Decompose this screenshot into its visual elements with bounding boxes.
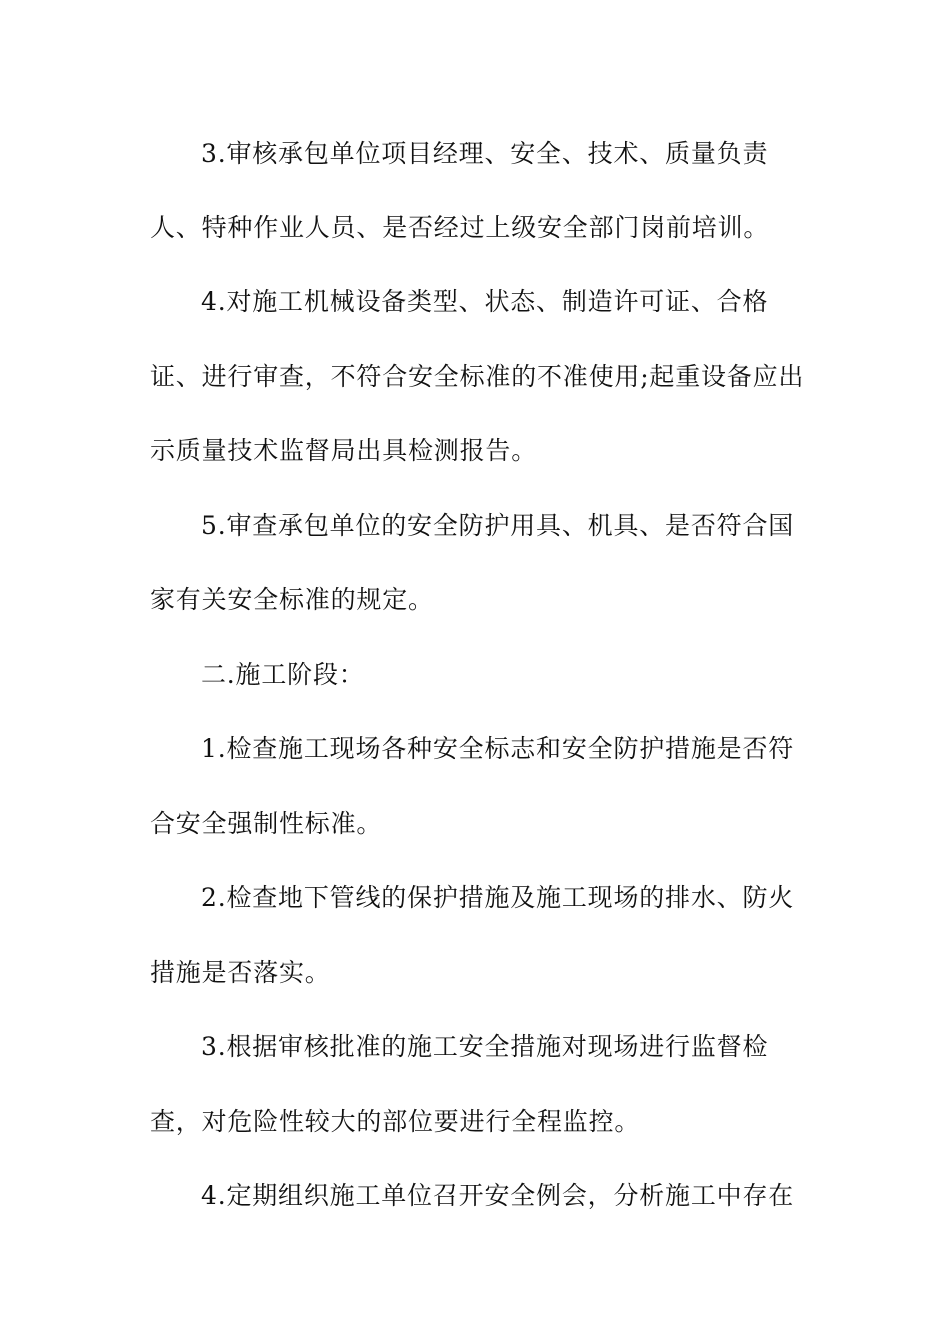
text-line: 3.审核承包单位项目经理、安全、技术、质量负责 bbox=[201, 139, 769, 168]
text-line: 查，对危险性较大的部位要进行全程监控。 bbox=[150, 1107, 641, 1136]
section-heading: 二.施工阶段： bbox=[201, 660, 365, 689]
text-line: 5.审查承包单位的安全防护用具、机具、是否符合国 bbox=[201, 511, 795, 540]
text-line: 人、特种作业人员、是否经过上级安全部门岗前培训。 bbox=[150, 213, 770, 242]
text-line: 证、进行审查，不符合安全标准的不准使用;起重设备应出 bbox=[150, 362, 805, 391]
text-line: 4.对施工机械设备类型、状态、制造许可证、合格 bbox=[201, 287, 769, 316]
text-line: 1.检查施工现场各种安全标志和安全防护措施是否符 bbox=[201, 734, 795, 763]
text-line: 家有关安全标准的规定。 bbox=[150, 585, 434, 614]
text-line: 4.定期组织施工单位召开安全例会，分析施工中存在 bbox=[201, 1181, 795, 1210]
text-line: 2.检查地下管线的保护措施及施工现场的排水、防火 bbox=[201, 883, 795, 912]
text-line: 示质量技术监督局出具检测报告。 bbox=[150, 436, 538, 465]
text-line: 合安全强制性标准。 bbox=[150, 809, 383, 838]
text-line: 3.根据审核批准的施工安全措施对现场进行监督检 bbox=[201, 1032, 769, 1061]
text-line: 措施是否落实。 bbox=[150, 958, 331, 987]
